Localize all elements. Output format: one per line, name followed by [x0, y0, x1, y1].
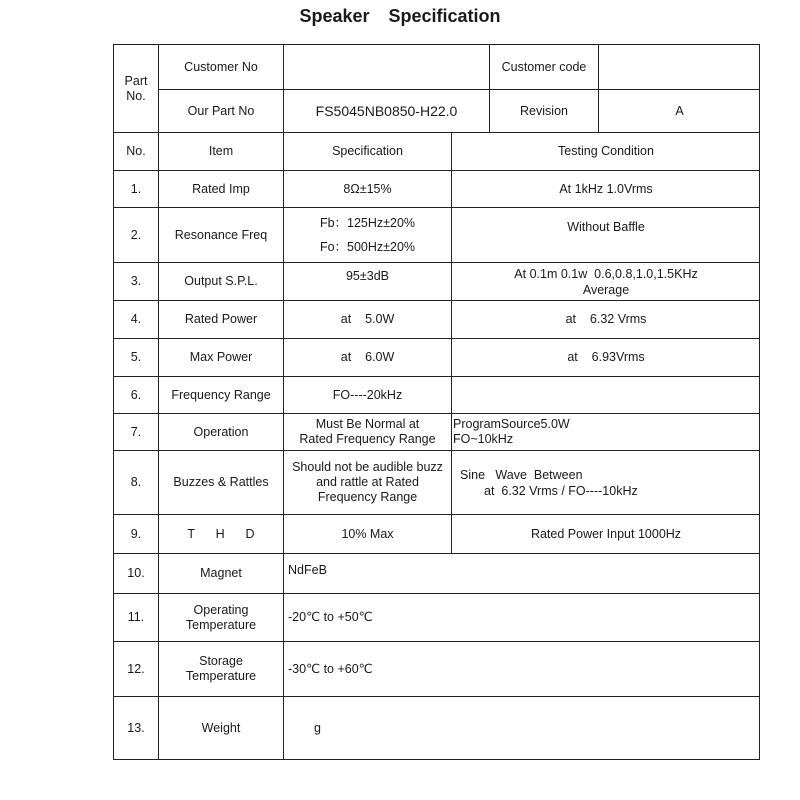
row-test-line-1: At 0.1m 0.1w 0.6,0.8,1.0,1.5KHz	[514, 266, 698, 281]
row-item-line-2: Temperature	[185, 617, 257, 632]
table-row-10-value	[283, 553, 760, 593]
table-row-7-spec	[283, 413, 451, 450]
col-header-test-label: Testing Condition	[558, 144, 654, 158]
row-spec: 95±3dB	[345, 269, 389, 283]
table-row-3-item	[158, 262, 283, 300]
our-part-no-label-cell	[158, 89, 283, 132]
table-row-1-no	[113, 170, 158, 207]
row-test-line-1: Sine Wave Between	[460, 467, 583, 482]
customer-no-label: Customer No	[184, 59, 258, 74]
table-row-2-no	[113, 207, 158, 262]
row-test: Without Baffle	[567, 220, 645, 234]
row-spec-line-3: Frequency Range	[317, 490, 418, 504]
table-row-7-test	[451, 413, 760, 450]
row-item: Rated Imp	[192, 181, 250, 196]
table-row-12-value	[283, 641, 760, 696]
revision-value-cell	[598, 89, 760, 132]
table-row-8-item	[158, 450, 283, 514]
table-row-6-test	[451, 376, 760, 413]
document-title: Speaker Specification	[299, 6, 501, 26]
table-row-9-item	[158, 514, 283, 553]
row-spec-line-1: Must Be Normal at	[315, 417, 420, 431]
table-row-7-no	[113, 413, 158, 450]
row-item: Magnet	[200, 566, 242, 580]
row-no: 5.	[130, 350, 142, 364]
row-item: Resonance Freq	[174, 227, 268, 242]
table-row-6-no	[113, 376, 158, 413]
row-test: Rated Power Input 1000Hz	[530, 526, 682, 541]
table-row-4-spec	[283, 300, 451, 338]
row-no: 4.	[130, 312, 142, 326]
table-row-4-item	[158, 300, 283, 338]
table-row-4-test	[451, 300, 760, 338]
table-row-13-no	[113, 696, 158, 760]
table-row-4-no	[113, 300, 158, 338]
our-part-no-value: FS5045NB0850-H22.0	[315, 102, 458, 119]
row-item: Buzzes & Rattles	[173, 475, 269, 489]
customer-code-value-cell	[598, 44, 760, 89]
spec-table	[113, 44, 760, 760]
customer-no-label-cell	[158, 44, 283, 89]
part-no-label-cell	[113, 44, 158, 132]
row-no: 10.	[127, 566, 145, 580]
table-row-5-no	[113, 338, 158, 376]
row-spec-line-2: and rattle at Rated	[316, 475, 419, 489]
part-no-label: Part No.	[124, 73, 148, 103]
col-header-no-label: No.	[126, 144, 146, 158]
col-header-no	[113, 132, 158, 170]
our-part-no-value-cell	[283, 89, 489, 132]
row-spec-line-2: Rated Frequency Range	[299, 432, 436, 446]
row-test-line-2: Average	[582, 282, 630, 297]
row-spec: 8Ω±15%	[343, 181, 392, 196]
table-row-2-spec	[283, 207, 451, 262]
row-no: 9.	[130, 526, 142, 541]
row-test-line-2: at 6.32 Vrms / FO----10kHz	[484, 483, 638, 498]
table-row-5-item	[158, 338, 283, 376]
table-row-9-test	[451, 514, 760, 553]
col-header-item	[158, 132, 283, 170]
row-no: 2.	[130, 227, 142, 242]
col-header-item-label: Item	[208, 144, 234, 158]
our-part-no-label: Our Part No	[187, 103, 255, 118]
table-row-8-test	[451, 450, 760, 514]
table-row-13-value	[283, 696, 760, 760]
row-value: -20℃ to +50℃	[288, 610, 373, 624]
table-row-1-spec	[283, 170, 451, 207]
row-no: 11.	[127, 610, 145, 624]
table-row-9-spec	[283, 514, 451, 553]
row-test: at 6.93Vrms	[567, 350, 645, 364]
row-no: 13.	[127, 721, 145, 735]
table-row-3-test	[451, 262, 760, 300]
row-item: Weight	[201, 721, 241, 735]
table-row-5-test	[451, 338, 760, 376]
row-no: 3.	[130, 274, 142, 288]
row-item: Operation	[193, 424, 249, 439]
table-row-6-spec	[283, 376, 451, 413]
customer-code-label-cell	[489, 44, 598, 89]
row-value: -30℃ to +60℃	[288, 661, 373, 676]
row-no: 12.	[127, 661, 145, 676]
table-row-10-no	[113, 553, 158, 593]
revision-value: A	[675, 103, 684, 118]
table-row-3-no	[113, 262, 158, 300]
row-item: T H D	[187, 526, 255, 541]
col-header-spec-label: Specification	[332, 144, 403, 158]
table-row-13-item	[158, 696, 283, 760]
row-item-line-1: Storage	[199, 654, 243, 668]
row-value: g	[314, 721, 321, 735]
table-row-3-spec	[283, 262, 451, 300]
row-item: Frequency Range	[171, 387, 271, 402]
row-test: At 1kHz 1.0Vrms	[559, 181, 653, 196]
row-item: Output S.P.L.	[184, 274, 258, 288]
row-test-line-1: ProgramSource5.0W	[453, 417, 570, 431]
table-row-6-item	[158, 376, 283, 413]
row-spec: 10% Max	[341, 526, 394, 541]
table-row-1-test	[451, 170, 760, 207]
row-spec-line-2: Fo：500Hz±20%	[319, 239, 416, 254]
customer-no-value-cell	[283, 44, 489, 89]
table-row-10-item	[158, 553, 283, 593]
table-row-11-item	[158, 593, 283, 641]
table-row-8-no	[113, 450, 158, 514]
table-row-5-spec	[283, 338, 451, 376]
table-row-12-no	[113, 641, 158, 696]
table-row-1-item	[158, 170, 283, 207]
row-test-line-2: FO~10kHz	[453, 432, 514, 446]
row-spec-line-1: Should not be audible buzz	[292, 460, 443, 474]
row-spec-line-1: Fb：125Hz±20%	[319, 215, 416, 230]
row-test: at 6.32 Vrms	[565, 312, 647, 326]
row-spec: FO----20kHz	[332, 387, 403, 402]
table-row-9-no	[113, 514, 158, 553]
row-no: 1.	[130, 181, 142, 196]
row-item-line-1: Operating	[193, 602, 249, 617]
revision-label: Revision	[520, 103, 568, 118]
table-row-2-test	[451, 207, 760, 262]
row-item-line-2: Temperature	[185, 669, 257, 683]
row-no: 6.	[130, 387, 142, 402]
row-no: 8.	[130, 475, 142, 489]
row-value: NdFeB	[288, 563, 327, 577]
table-row-11-no	[113, 593, 158, 641]
customer-code-label: Customer code	[501, 59, 587, 74]
row-spec: at 5.0W	[340, 312, 395, 326]
revision-label-cell	[489, 89, 598, 132]
row-item: Rated Power	[184, 312, 258, 326]
table-row-12-item	[158, 641, 283, 696]
table-row-11-value	[283, 593, 760, 641]
row-spec: at 6.0W	[340, 350, 395, 364]
row-no: 7.	[130, 424, 142, 439]
col-header-spec	[283, 132, 451, 170]
col-header-test	[451, 132, 760, 170]
table-row-7-item	[158, 413, 283, 450]
table-row-2-item	[158, 207, 283, 262]
row-item: Max Power	[189, 350, 253, 364]
table-row-8-spec	[283, 450, 451, 514]
